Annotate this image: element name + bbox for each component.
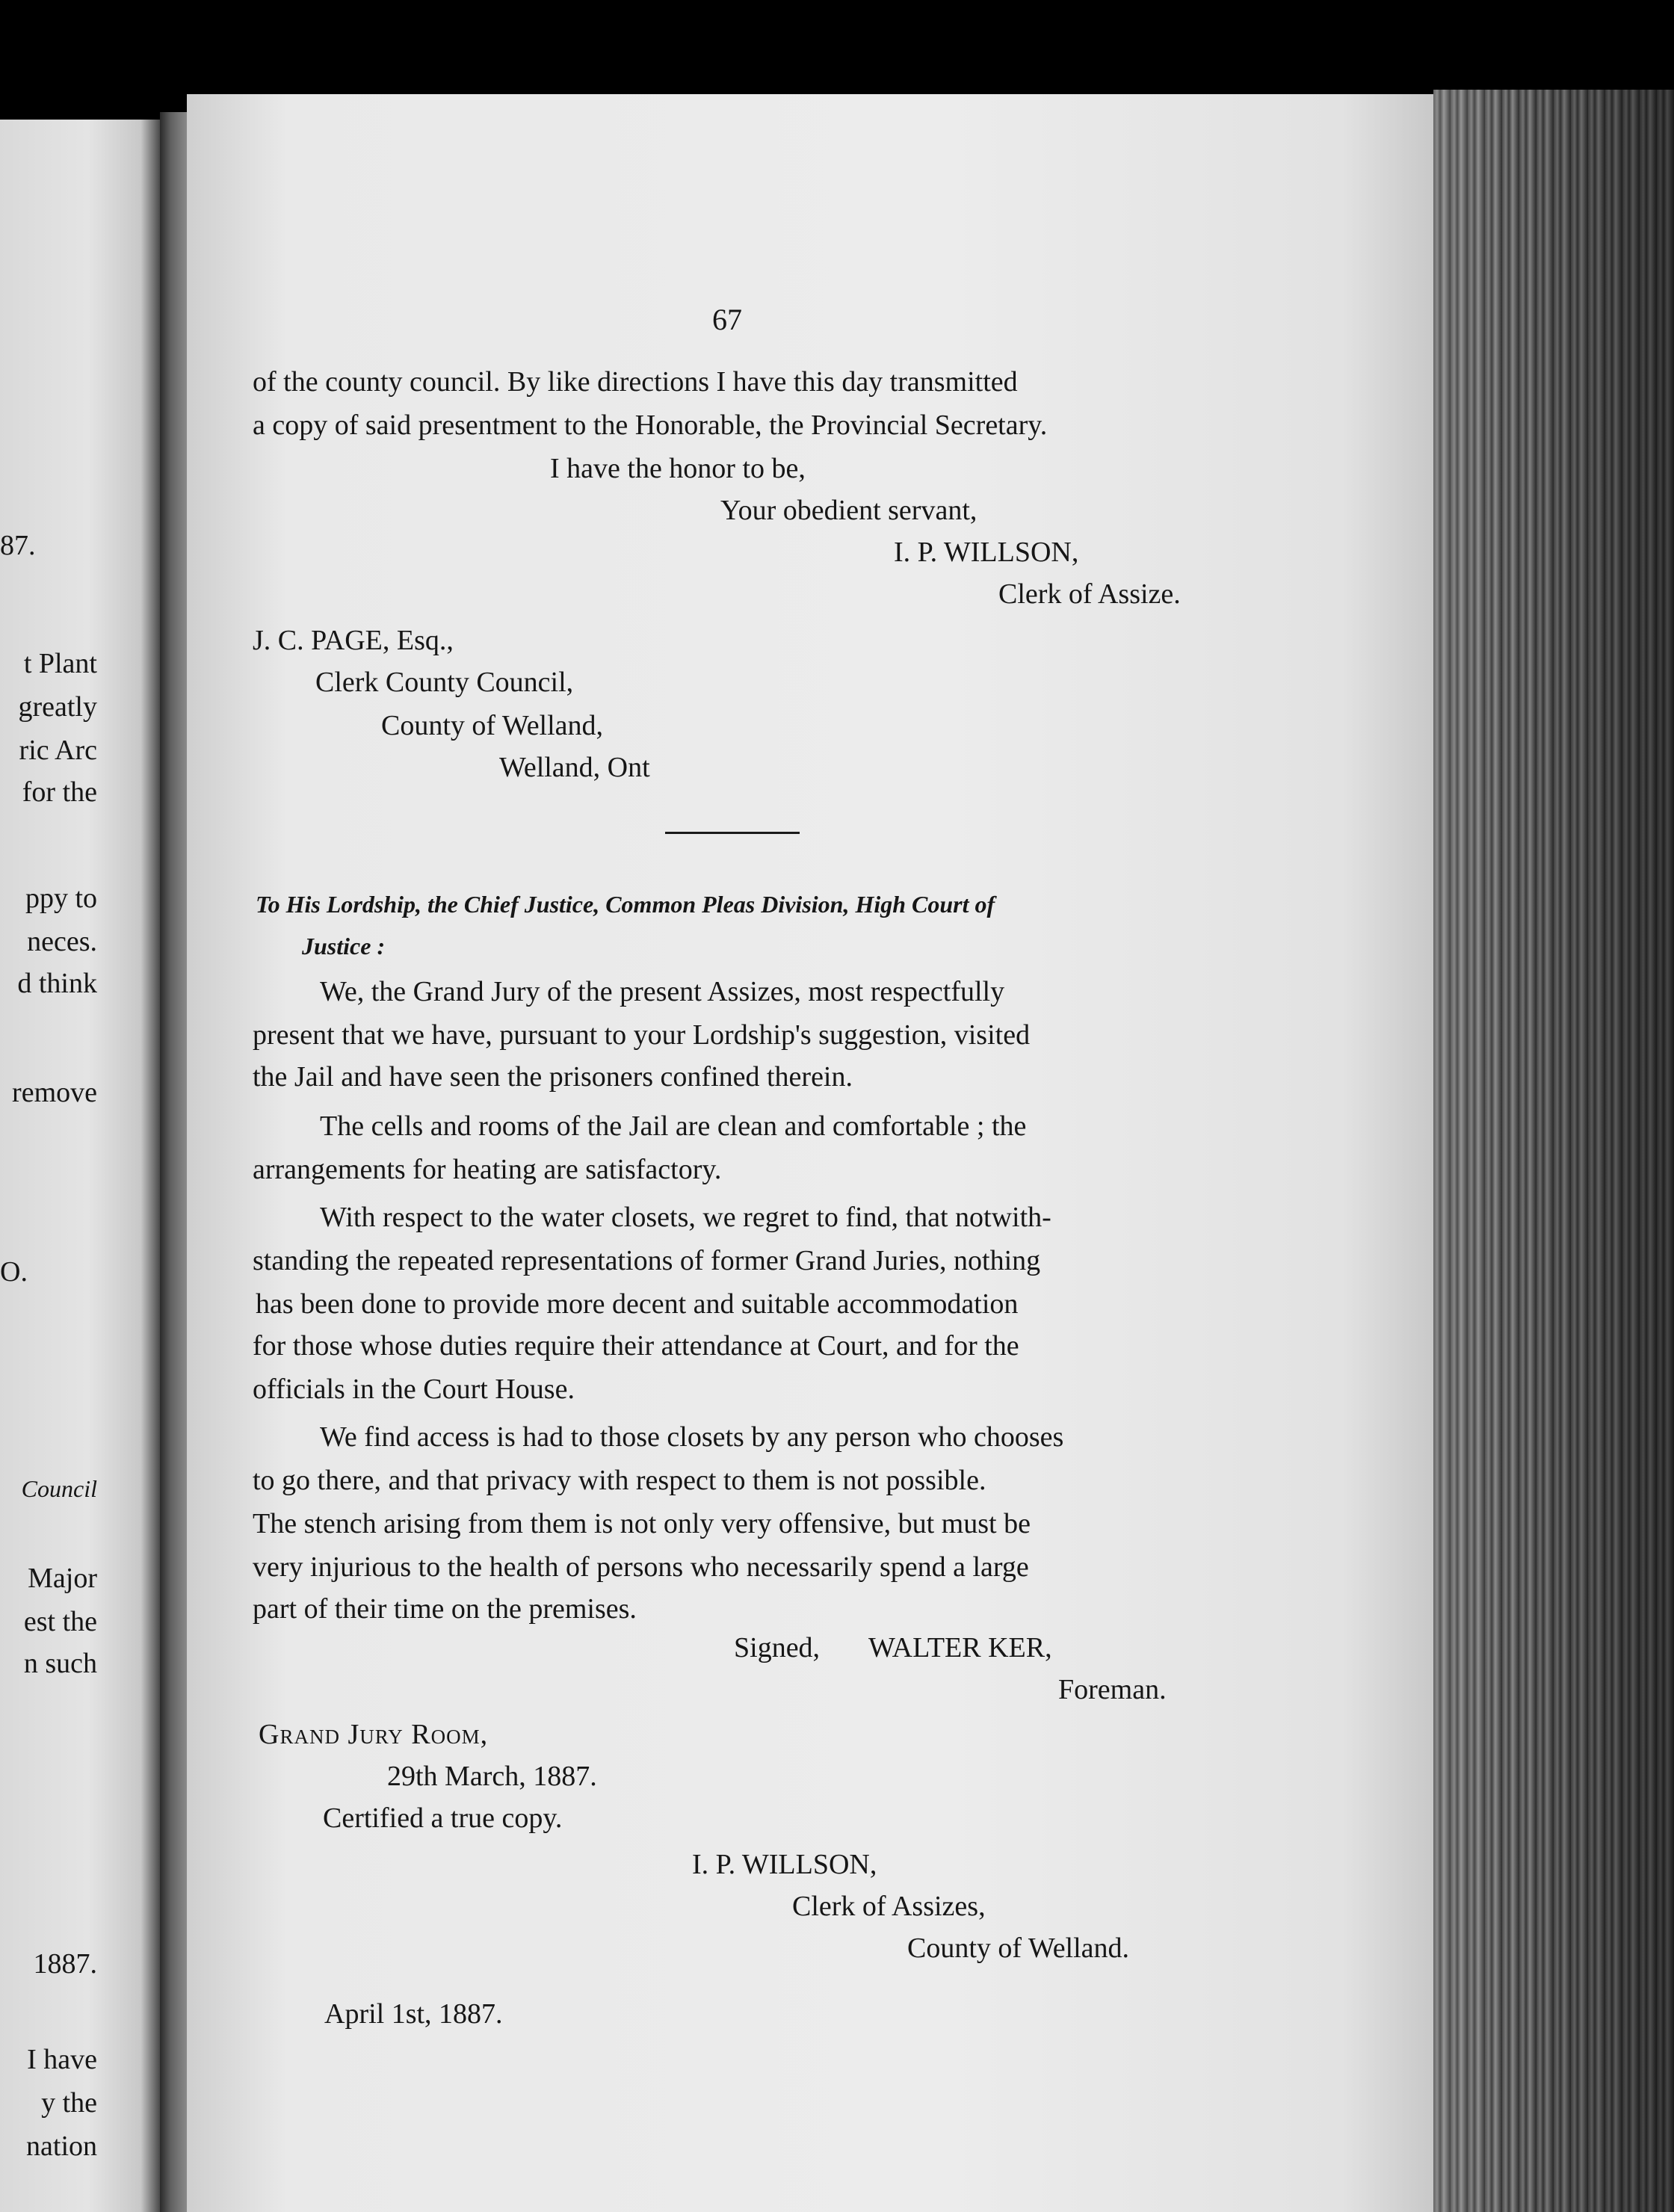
left-fragment: O. xyxy=(0,1256,28,1288)
letter-line: of the county council. By like directions I have this day transmitted xyxy=(253,366,1018,398)
left-fragment: remove xyxy=(12,1077,97,1108)
paragraph-line: We, the Grand Jury of the present Assizes, most respectfully xyxy=(320,976,1005,1007)
salutation: To His Lordship, the Chief Justice, Common Pleas Division, High Court of xyxy=(256,891,995,918)
page-edges-shade xyxy=(1433,90,1674,2212)
left-facing-page xyxy=(0,120,160,2212)
paragraph-line: very injurious to the health of persons who necessarily spend a large xyxy=(253,1551,1029,1583)
left-fragment: for the xyxy=(22,776,97,808)
jury-room-date: 29th March, 1887. xyxy=(387,1761,597,1792)
salutation: Justice : xyxy=(302,933,386,960)
letter-signer-title: Clerk of Assize. xyxy=(998,578,1181,610)
left-fragment: 87. xyxy=(0,530,36,561)
certifier-title: Clerk of Assizes, xyxy=(792,1891,986,1922)
left-fragment: d think xyxy=(17,968,97,999)
paragraph-line: the Jail and have seen the prisoners confined therein. xyxy=(253,1061,853,1093)
letter-line: a copy of said presentment to the Honorable, the Provincial Secretary. xyxy=(253,410,1048,441)
left-fragment: Council xyxy=(21,1475,97,1502)
left-fragment: 1887. xyxy=(33,1948,97,1980)
left-fragment: Major xyxy=(28,1563,97,1594)
letter-closing: I have the honor to be, xyxy=(550,453,806,484)
paragraph-line: present that we have, pursuant to your Lordship's suggestion, visited xyxy=(253,1019,1031,1051)
paragraph-line: We find access is had to those closets by any person who chooses xyxy=(320,1421,1064,1453)
left-fragment: n such xyxy=(23,1648,97,1679)
addressee-line: Clerk County Council, xyxy=(315,667,574,698)
left-fragment: ppy to xyxy=(25,883,97,914)
addressee-name: J. C. PAGE, Esq., xyxy=(253,625,454,656)
final-date: April 1st, 1887. xyxy=(324,1998,503,2030)
left-fragment: neces. xyxy=(27,926,97,957)
left-fragment: y the xyxy=(41,2087,97,2119)
left-fragment: est the xyxy=(23,1606,97,1637)
letter-signer: I. P. WILLSON, xyxy=(894,537,1079,568)
certified-note: Certified a true copy. xyxy=(323,1802,563,1834)
section-divider xyxy=(665,832,800,834)
paragraph-line: to go there, and that privacy with respect to them is not possible. xyxy=(253,1465,986,1496)
paragraph-line: officials in the Court House. xyxy=(253,1374,575,1405)
page-number: 67 xyxy=(712,303,742,336)
book-spine-gutter xyxy=(160,112,187,2212)
paragraph-line: arrangements for heating are satisfactory. xyxy=(253,1154,722,1185)
jury-room-label: Grand Jury Room, xyxy=(259,1719,489,1750)
paragraph-line: has been done to provide more decent and suitable accommodation xyxy=(256,1288,1019,1320)
paragraph-line: With respect to the water closets, we regret to find, that notwith- xyxy=(320,1202,1051,1233)
left-fragment: nation xyxy=(26,2131,97,2162)
signed-label: Signed, xyxy=(734,1632,821,1663)
paragraph-line: part of their time on the premises. xyxy=(253,1593,637,1625)
paragraph-line: The cells and rooms of the Jail are clean and comfortable ; the xyxy=(320,1110,1027,1142)
paragraph-line: standing the repeated representations of former Grand Juries, nothing xyxy=(253,1245,1041,1276)
left-fragment: I have xyxy=(27,2044,97,2075)
left-fragment: ric Arc xyxy=(19,735,97,766)
addressee-line: Welland, Ont xyxy=(499,752,650,783)
paragraph-line: for those whose duties require their attendance at Court, and for the xyxy=(253,1330,1019,1362)
signed-name: WALTER KER, xyxy=(868,1632,1052,1663)
addressee-line: County of Welland, xyxy=(381,710,604,741)
left-fragment: t Plant xyxy=(23,648,97,679)
certifier-name: I. P. WILLSON, xyxy=(692,1849,877,1880)
paragraph-line: The stench arising from them is not only very offensive, but must be xyxy=(253,1508,1031,1539)
letter-closing: Your obedient servant, xyxy=(720,495,977,526)
certifier-title: County of Welland. xyxy=(907,1933,1130,1964)
signed-title: Foreman. xyxy=(1058,1674,1167,1705)
left-fragment: greatly xyxy=(18,691,97,723)
